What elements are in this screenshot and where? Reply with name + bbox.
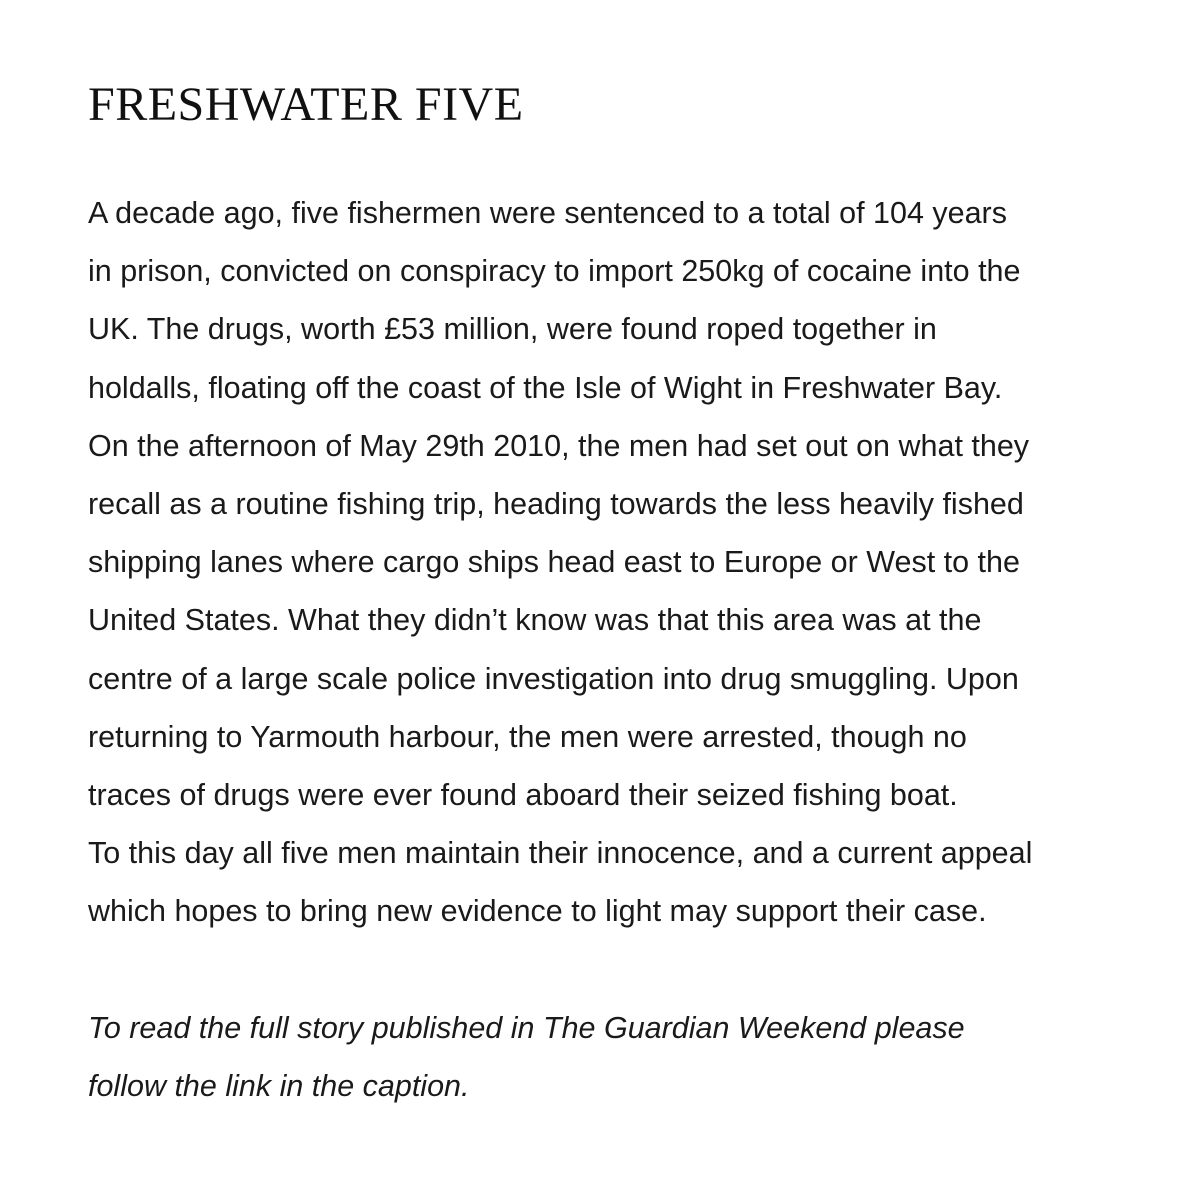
body-line: On the afternoon of May 29th 2010, the men had set out on what they [88, 428, 1030, 463]
body-line: A decade ago, five fishermen were sentenced to a total of 104 years [88, 196, 1007, 230]
body-line: returning to Yarmouth harbour, the men were arrested, though no [88, 719, 967, 754]
body-line: United States. What they didn’t know was that this area was at the [88, 603, 982, 638]
body-line: traces of drugs were ever found aboard their seized fishing boat. [88, 778, 958, 813]
caption-note [88, 999, 1148, 1115]
article-body [88, 184, 1148, 941]
body-line: To this day all five men maintain their innocence, and a current appeal [88, 836, 1033, 871]
body-line: in prison, convicted on conspiracy to import 250kg of cocaine into the [88, 254, 1021, 289]
page-title: FRESHWATER FIVE [88, 78, 524, 131]
document-page [88, 76, 1148, 1115]
body-line: recall as a routine fishing trip, heading towards the less heavily fished [88, 487, 1024, 522]
body-line: which hopes to bring new evidence to light may support their case. [88, 894, 987, 929]
note-line: follow the link in the caption. [88, 1068, 470, 1103]
body-line: UK. The drugs, worth £53 million, were found roped together in [88, 312, 937, 347]
note-line: To read the full story published in The Guardian Weekend please [88, 1010, 965, 1045]
body-line: centre of a large scale police investigation into drug smuggling. Upon [88, 661, 1019, 696]
body-line: shipping lanes where cargo ships head east to Europe or West to the [88, 545, 1020, 580]
body-line: holdalls, floating off the coast of the Isle of Wight in Freshwater Bay. [88, 370, 1003, 405]
